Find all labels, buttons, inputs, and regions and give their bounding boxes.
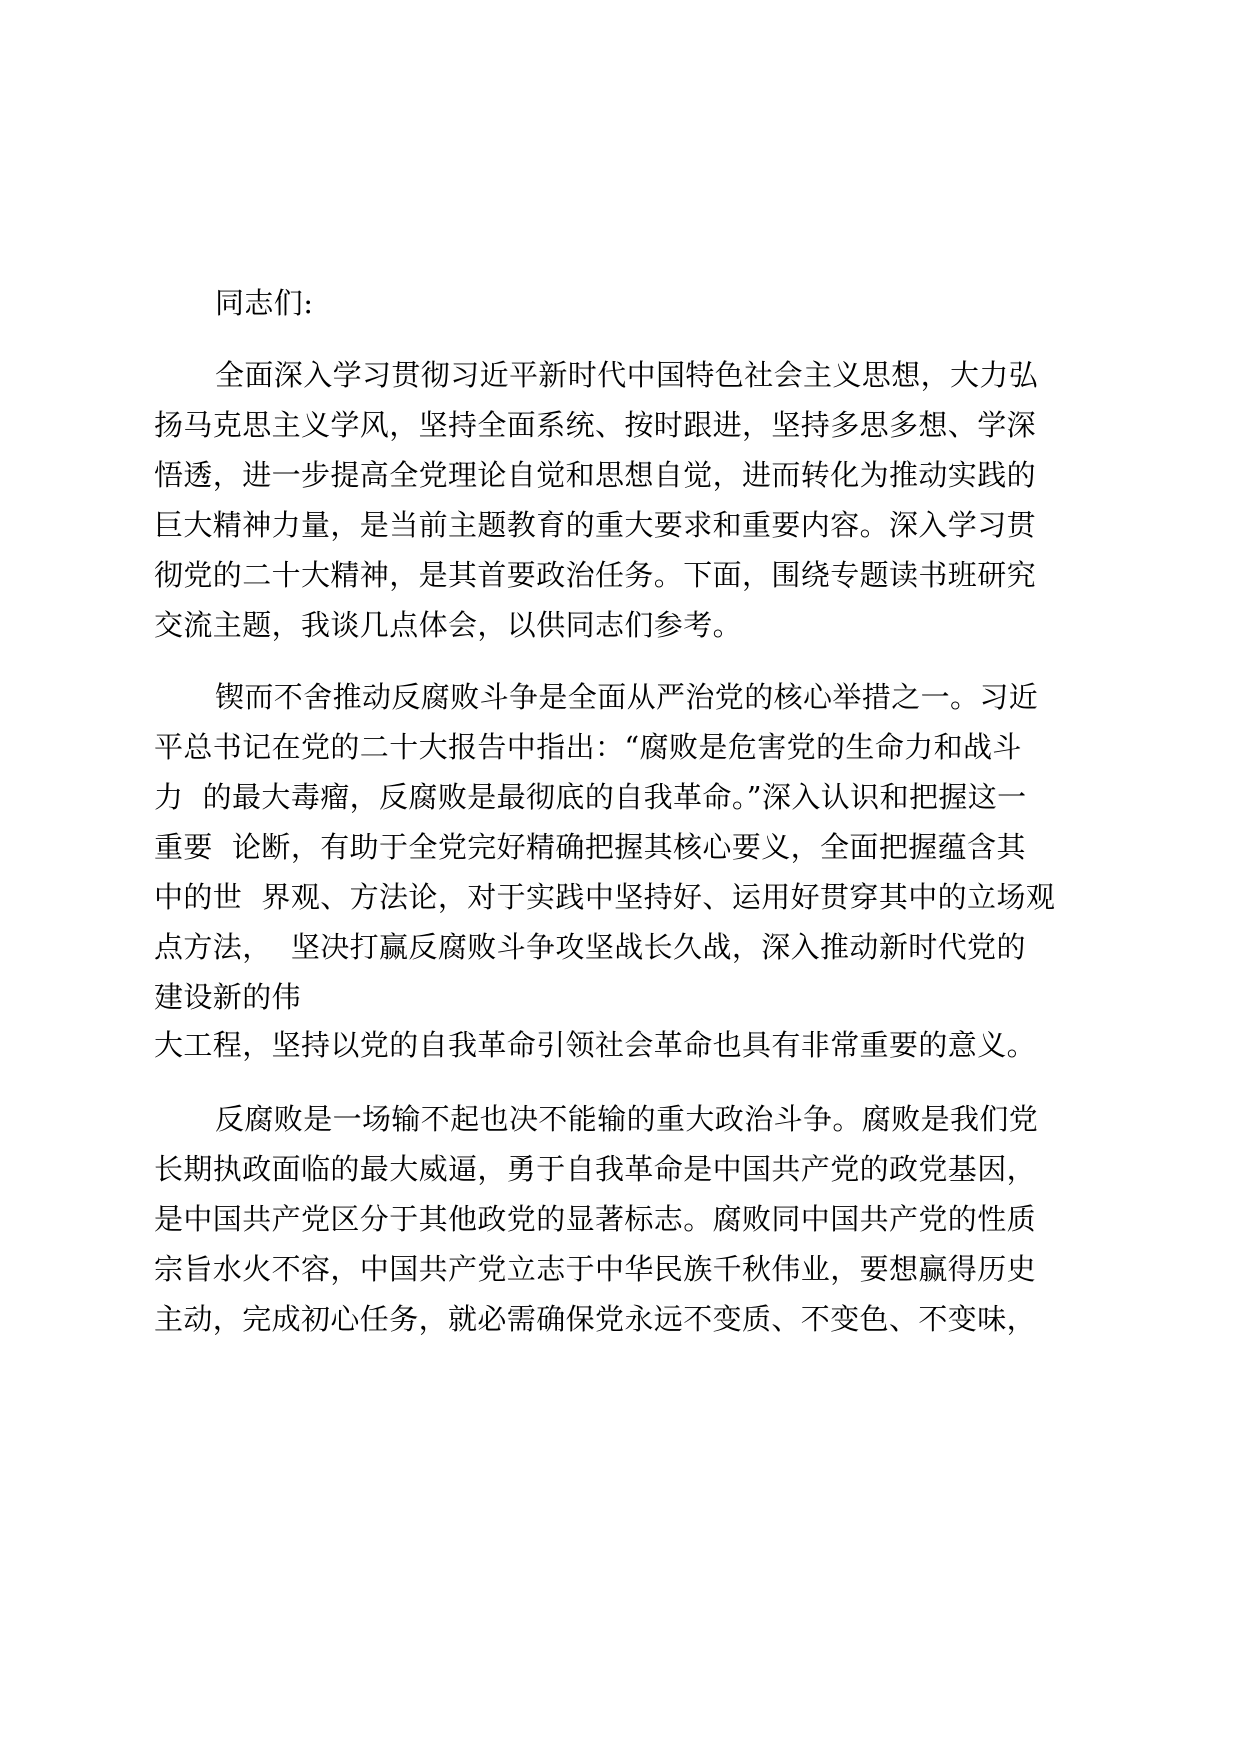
paragraph-1-line-6: 交流主题，我谈几点体会，以供同志们参考。	[154, 608, 743, 642]
paragraph-2-line-2: 平总书记在党的二十大报告中指出：“腐败是危害党的生命力和战斗	[154, 730, 1022, 764]
paragraph-3-line-1: 反腐败是一场输不起也决不能输的重大政治斗争。腐败是我们党	[215, 1102, 1039, 1136]
paragraph-1-line-2: 扬马克思主义学风，坚持全面系统、按时跟进，坚持多思多想、学深	[154, 408, 1037, 442]
paragraph-2-line-4: 重要 论断，有助于全党完好精确把握其核心要义，全面把握蕴含其	[154, 830, 1026, 864]
paragraph-1-line-5: 彻党的二十大精神，是其首要政治任务。下面，围绕专题读书班研究	[154, 558, 1037, 592]
greeting-line: 同志们:	[215, 286, 314, 320]
paragraph-3-line-3: 是中国共产党区分于其他政党的显著标志。腐败同中国共产党的性质	[154, 1202, 1037, 1236]
paragraph-2-line-5: 中的世 界观、方法论，对于实践中坚持好、运用好贯穿其中的立场观	[154, 880, 1056, 914]
paragraph-1-line-4: 巨大精神力量，是当前主题教育的重大要求和重要内容。深入学习贯	[154, 508, 1037, 542]
paragraph-2-line-8: 大工程，坚持以党的自我革命引领社会革命也具有非常重要的意义。	[154, 1028, 1037, 1062]
paragraph-2-line-6: 点方法， 坚决打赢反腐败斗争攻坚战长久战，深入推动新时代党的	[154, 930, 1026, 964]
paragraph-2-line-3: 力 的最大毒瘤，反腐败是最彻底的自我革命。”深入认识和把握这一	[154, 780, 1027, 814]
paragraph-2-line-7: 建设新的伟	[154, 980, 302, 1014]
paragraph-3-line-2: 长期执政面临的最大威逼，勇于自我革命是中国共产党的政党基因，	[154, 1152, 1037, 1186]
paragraph-1-line-1: 全面深入学习贯彻习近平新时代中国特色社会主义思想，大力弘	[215, 358, 1039, 392]
paragraph-3-line-4: 宗旨水火不容，中国共产党立志于中华民族千秋伟业，要想赢得历史	[154, 1252, 1037, 1286]
paragraph-2-line-1: 锲而不舍推动反腐败斗争是全面从严治党的核心举措之一。习近	[215, 680, 1039, 714]
paragraph-1-line-3: 悟透，进一步提高全党理论自觉和思想自觉，进而转化为推动实践的	[154, 458, 1037, 492]
paragraph-3-line-5: 主动，完成初心任务，就必需确保党永远不变质、不变色、不变味，	[154, 1302, 1037, 1336]
